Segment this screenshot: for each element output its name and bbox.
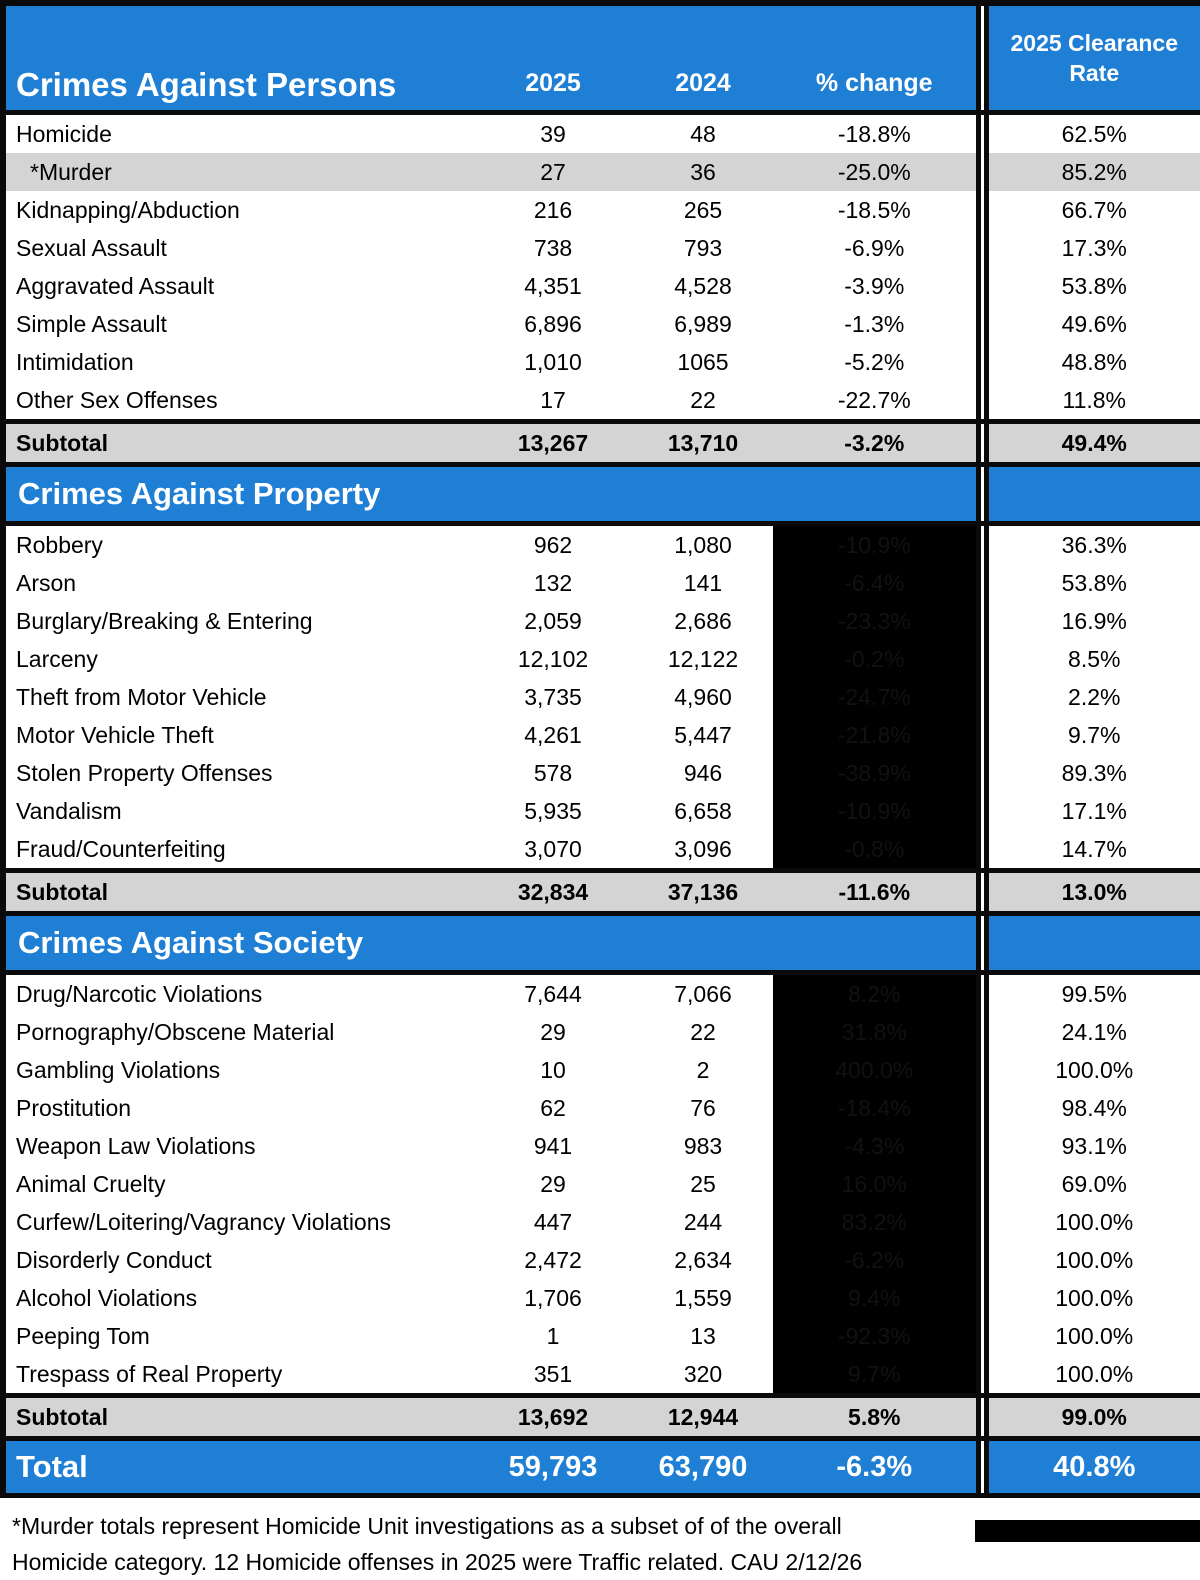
row-label: Robbery [3,524,473,565]
cell-2024: 2,634 [633,1241,773,1279]
cell-clearance: 100.0% [986,1203,1200,1241]
crime-statistics-table [0,6,1200,1498]
cell-change: -92.3% [773,1317,978,1355]
cell-2025: 27 [473,153,633,191]
subtotal-clearance: 13.0% [986,871,1200,914]
cell-change: -18.8% [773,113,978,154]
cell-2025: 2,472 [473,1241,633,1279]
column-divider [978,524,986,565]
cell-clearance: 2.2% [986,678,1200,716]
cell-change: -1.3% [773,305,978,343]
cell-clearance: 48.8% [986,343,1200,381]
cell-clearance: 100.0% [986,1241,1200,1279]
cell-clearance: 93.1% [986,1127,1200,1165]
table-row [3,113,1200,154]
column-divider [978,1013,986,1051]
subtotal-2025: 13,692 [473,1396,633,1439]
cell-clearance: 100.0% [986,1317,1200,1355]
header-2024: 2024 [633,6,773,113]
cell-2025: 941 [473,1127,633,1165]
cell-2024: 5,447 [633,716,773,754]
table-row [3,1089,1200,1127]
cell-change: -24.7% [773,678,978,716]
section-spacer [633,914,773,973]
cell-change: -5.2% [773,343,978,381]
total-clearance: 40.8% [986,1439,1200,1496]
cell-2025: 29 [473,1165,633,1203]
table-row [3,267,1200,305]
table-row [3,973,1200,1014]
header-pct-change: % change [773,6,978,113]
cell-clearance: 98.4% [986,1089,1200,1127]
table-row [3,640,1200,678]
cell-2025: 132 [473,564,633,602]
cell-2024: 48 [633,113,773,154]
cell-2024: 320 [633,1355,773,1396]
cell-change: -6.9% [773,229,978,267]
table-row [3,602,1200,640]
table-row [3,716,1200,754]
cell-2025: 962 [473,524,633,565]
cell-2024: 3,096 [633,830,773,871]
cell-change: -10.9% [773,792,978,830]
table-row [3,1203,1200,1241]
row-label: Intimidation [3,343,473,381]
table-row [3,524,1200,565]
cell-2024: 22 [633,1013,773,1051]
row-label: Alcohol Violations [3,1279,473,1317]
subtotal-2024: 37,136 [633,871,773,914]
section-header-society [3,914,1200,973]
table-row [3,1051,1200,1089]
cell-2024: 793 [633,229,773,267]
subtotal-change: 5.8% [773,1396,978,1439]
column-divider [978,914,986,973]
column-divider [978,465,986,524]
subtotal-clearance: 99.0% [986,1396,1200,1439]
subtotal-label: Subtotal [3,871,473,914]
cell-change: -0.8% [773,830,978,871]
table-row [3,564,1200,602]
subtotal-row [3,422,1200,465]
subtotal-label: Subtotal [3,422,473,465]
total-row [3,1439,1200,1496]
column-divider [978,1396,986,1439]
row-label: Animal Cruelty [3,1165,473,1203]
row-label: Homicide [3,113,473,154]
cell-clearance: 69.0% [986,1165,1200,1203]
cell-2025: 3,735 [473,678,633,716]
cell-2024: 2,686 [633,602,773,640]
cell-clearance: 11.8% [986,381,1200,422]
subtotal-clearance: 49.4% [986,422,1200,465]
section-spacer-clearance [986,914,1200,973]
cell-2024: 22 [633,381,773,422]
column-divider [978,422,986,465]
cell-2024: 4,960 [633,678,773,716]
cell-2025: 39 [473,113,633,154]
column-divider [978,191,986,229]
row-label: Motor Vehicle Theft [3,716,473,754]
footnote-line-2: Homicide category. 12 Homicide offenses in 2025 were Traffic related. CAU 2/12/26 [12,1549,863,1575]
column-divider [978,267,986,305]
section-title: Crimes Against Property [3,465,473,524]
row-label: Theft from Motor Vehicle [3,678,473,716]
row-label: Sexual Assault [3,229,473,267]
cell-change: -21.8% [773,716,978,754]
table-row [3,1127,1200,1165]
column-divider [978,678,986,716]
header-persons-title: Crimes Against Persons [3,6,473,113]
row-label: Burglary/Breaking & Entering [3,602,473,640]
cell-change: 16.0% [773,1165,978,1203]
row-label: Vandalism [3,792,473,830]
cell-clearance: 17.3% [986,229,1200,267]
cell-2025: 10 [473,1051,633,1089]
table-row [3,792,1200,830]
subtotal-change: -3.2% [773,422,978,465]
column-divider [978,1203,986,1241]
row-label: Drug/Narcotic Violations [3,973,473,1014]
cell-clearance: 100.0% [986,1279,1200,1317]
cell-2025: 7,644 [473,973,633,1014]
cell-2025: 5,935 [473,792,633,830]
cell-change: -6.4% [773,564,978,602]
table-row [3,1279,1200,1317]
cell-2024: 1,080 [633,524,773,565]
cell-2025: 351 [473,1355,633,1396]
row-label: Prostitution [3,1089,473,1127]
cell-change: -18.4% [773,1089,978,1127]
cell-2025: 62 [473,1089,633,1127]
row-label: Aggravated Assault [3,267,473,305]
subtotal-row [3,871,1200,914]
cell-2024: 25 [633,1165,773,1203]
subtotal-change: -11.6% [773,871,978,914]
column-divider [978,1355,986,1396]
section-spacer [773,465,978,524]
cell-clearance: 24.1% [986,1013,1200,1051]
total-label: Total [3,1439,473,1496]
section-spacer [633,465,773,524]
header-clearance-line1: 2025 Clearance [1010,30,1178,56]
cell-clearance: 49.6% [986,305,1200,343]
column-divider [978,1051,986,1089]
column-divider [978,1439,986,1496]
row-label: *Murder [3,153,473,191]
row-label: Gambling Violations [3,1051,473,1089]
column-divider [978,871,986,914]
total-2024: 63,790 [633,1439,773,1496]
cell-2025: 3,070 [473,830,633,871]
column-divider [978,6,986,113]
cell-2024: 983 [633,1127,773,1165]
row-label: Simple Assault [3,305,473,343]
row-label: Peeping Tom [3,1317,473,1355]
column-divider [978,1127,986,1165]
cell-change: -38.9% [773,754,978,792]
cell-clearance: 85.2% [986,153,1200,191]
total-change: -6.3% [773,1439,978,1496]
column-divider [978,1317,986,1355]
row-label: Stolen Property Offenses [3,754,473,792]
cell-change: -10.9% [773,524,978,565]
column-divider [978,229,986,267]
row-label: Weapon Law Violations [3,1127,473,1165]
subtotal-2025: 13,267 [473,422,633,465]
cell-2024: 946 [633,754,773,792]
section-spacer [473,914,633,973]
cell-2024: 12,122 [633,640,773,678]
column-divider [978,1241,986,1279]
cell-change: 31.8% [773,1013,978,1051]
cell-clearance: 16.9% [986,602,1200,640]
cell-change: -0.2% [773,640,978,678]
subtotal-2025: 32,834 [473,871,633,914]
cell-clearance: 53.8% [986,564,1200,602]
row-label: Fraud/Counterfeiting [3,830,473,871]
table-row [3,343,1200,381]
cell-clearance: 8.5% [986,640,1200,678]
column-divider [978,153,986,191]
section-spacer [773,914,978,973]
cell-2025: 216 [473,191,633,229]
column-divider [978,1279,986,1317]
table-row [3,305,1200,343]
table-row [3,229,1200,267]
cell-clearance: 62.5% [986,113,1200,154]
row-label: Pornography/Obscene Material [3,1013,473,1051]
cell-2025: 578 [473,754,633,792]
cell-2025: 447 [473,1203,633,1241]
column-divider [978,381,986,422]
cell-2024: 244 [633,1203,773,1241]
cell-2025: 1 [473,1317,633,1355]
cell-change: 8.2% [773,973,978,1014]
cell-2024: 1065 [633,343,773,381]
row-label: Curfew/Loitering/Vagrancy Violations [3,1203,473,1241]
row-label: Arson [3,564,473,602]
subtotal-2024: 12,944 [633,1396,773,1439]
cell-2024: 6,989 [633,305,773,343]
row-label: Disorderly Conduct [3,1241,473,1279]
total-2025: 59,793 [473,1439,633,1496]
table-row [3,191,1200,229]
cell-2024: 265 [633,191,773,229]
row-label: Larceny [3,640,473,678]
cell-2025: 1,010 [473,343,633,381]
header-clearance-line2: Rate [1069,60,1120,86]
column-divider [978,1165,986,1203]
column-divider [978,602,986,640]
cell-change: 9.4% [773,1279,978,1317]
cell-2024: 1,559 [633,1279,773,1317]
cell-change: 83.2% [773,1203,978,1241]
cell-2024: 4,528 [633,267,773,305]
table-header-row [3,6,1200,113]
cell-change: -4.3% [773,1127,978,1165]
subtotal-row [3,1396,1200,1439]
section-spacer-clearance [986,465,1200,524]
cell-2025: 29 [473,1013,633,1051]
column-divider [978,640,986,678]
cell-2025: 1,706 [473,1279,633,1317]
table-row [3,1355,1200,1396]
column-divider [978,792,986,830]
table-row [3,1317,1200,1355]
column-divider [978,113,986,154]
subtotal-label: Subtotal [3,1396,473,1439]
subtotal-2024: 13,710 [633,422,773,465]
cell-2024: 7,066 [633,973,773,1014]
cell-change: -22.7% [773,381,978,422]
cell-2024: 2 [633,1051,773,1089]
header-2025: 2025 [473,6,633,113]
table-row [3,678,1200,716]
cell-clearance: 14.7% [986,830,1200,871]
row-label: Kidnapping/Abduction [3,191,473,229]
cell-change: -6.2% [773,1241,978,1279]
section-spacer [473,465,633,524]
header-clearance-rate [986,6,1200,113]
cell-change: -18.5% [773,191,978,229]
column-divider [978,716,986,754]
column-divider [978,564,986,602]
cell-clearance: 66.7% [986,191,1200,229]
table-row [3,381,1200,422]
cell-2025: 738 [473,229,633,267]
cell-change: -3.9% [773,267,978,305]
cell-2024: 141 [633,564,773,602]
cell-2024: 36 [633,153,773,191]
cell-change: -25.0% [773,153,978,191]
section-title: Crimes Against Society [3,914,473,973]
cell-change: 400.0% [773,1051,978,1089]
cell-2025: 2,059 [473,602,633,640]
cell-2024: 76 [633,1089,773,1127]
table-row [3,1241,1200,1279]
column-divider [978,830,986,871]
cell-clearance: 36.3% [986,524,1200,565]
cell-2024: 6,658 [633,792,773,830]
cell-clearance: 99.5% [986,973,1200,1014]
row-label: Trespass of Real Property [3,1355,473,1396]
footnote-line-1: *Murder totals represent Homicide Unit investigations as a subset of of the overall [12,1513,842,1539]
column-divider [978,973,986,1014]
cell-clearance: 100.0% [986,1051,1200,1089]
column-divider [978,754,986,792]
column-divider [978,305,986,343]
cell-2025: 6,896 [473,305,633,343]
cell-clearance: 89.3% [986,754,1200,792]
cell-change: 9.7% [773,1355,978,1396]
bottom-right-black-bar [975,1520,1200,1542]
table-row [3,1165,1200,1203]
cell-clearance: 100.0% [986,1355,1200,1396]
cell-2025: 4,351 [473,267,633,305]
cell-change: -23.3% [773,602,978,640]
cell-2025: 12,102 [473,640,633,678]
table-row [3,830,1200,871]
cell-2025: 17 [473,381,633,422]
cell-clearance: 9.7% [986,716,1200,754]
column-divider [978,343,986,381]
table-row [3,1013,1200,1051]
cell-2025: 4,261 [473,716,633,754]
section-header-property [3,465,1200,524]
cell-clearance: 17.1% [986,792,1200,830]
cell-2024: 13 [633,1317,773,1355]
column-divider [978,1089,986,1127]
row-label: Other Sex Offenses [3,381,473,422]
cell-clearance: 53.8% [986,267,1200,305]
table-row [3,754,1200,792]
table-row [3,153,1200,191]
